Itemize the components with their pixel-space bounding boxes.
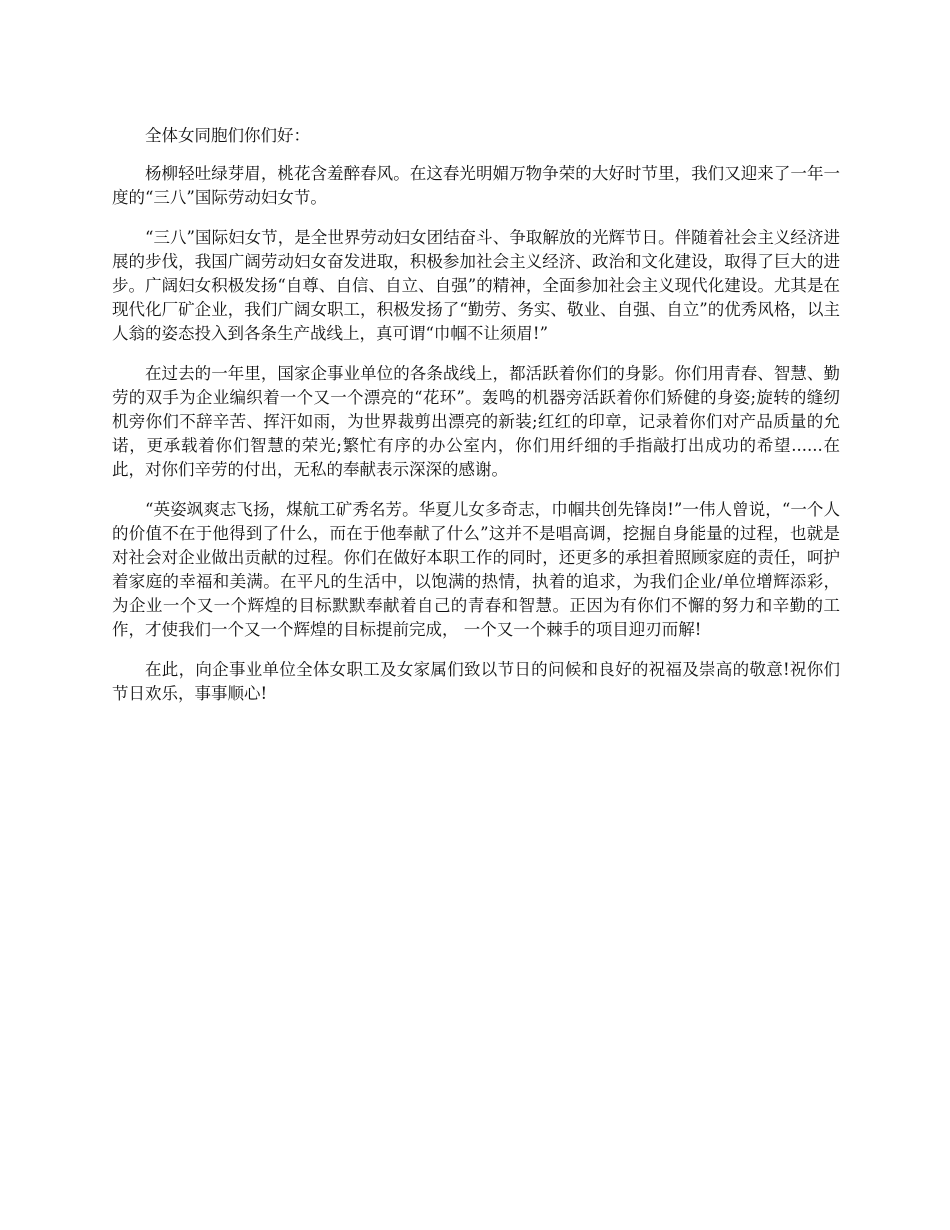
paragraph-festival-meaning: “三八”国际妇女节，是全世界劳动妇女团结奋斗、争取解放的光辉节日。伴随着社会主义经济进展的步伐，我国广阔劳动妇女奋发进取，积极参加社会主义经济、政治和文化建设，取得了巨大的进步。广阔妇女积极发扬“自尊、自信、自立、自强”的精神，全面参加社会主义现代化建设。尤其是在现代化厂矿企业，我们广阔女职工，积极发扬了“勤劳、务实、敬业、自强、自立”的优秀风格，以主人翁的姿态投入到各条生产战线上，真可谓“巾帼不让须眉!” [112,228,840,343]
paragraph-dedication: “英姿飒爽志飞扬，煤航工矿秀名芳。华夏儿女多奇志，巾帼共创先锋岗!”一伟人曾说，“一个人的价值不在于他得到了什么，而在于他奉献了什么”这并不是唱高调，挖掘自身能量的过程，也就是对社会对企业做出贡献的过程。你们在做好本职工作的同时，还更多的承担着照顾家庭的责任，呵护着家庭的幸福和美满。在平凡的生活中，以饱满的热情，执着的追求，为我们企业/单位增辉添彩，为企业一个又一个辉煌的目标默默奉献着自己的青春和智慧。正因为有你们不懈的努力和辛勤的工作，才使我们一个又一个辉煌的目标提前完成， 一个又一个棘手的项目迎刃而解! [112,500,840,639]
paragraph-closing-wishes: 在此，向企事业单位全体女职工及女家属们致以节日的问候和良好的祝福及崇高的敬意!祝你们节日欢乐，事事顺心! [112,660,840,703]
paragraph-past-year: 在过去的一年里，国家企事业单位的各条战线上，都活跃着你们的身影。你们用青春、智慧、勤劳的双手为企业编织着一个又一个漂亮的“花环”。轰鸣的机器旁活跃着你们矫健的身姿;旋转的缝纫机旁你们不辞辛苦、挥汗如雨，为世界裁剪出漂亮的新装;红红的印章，记录着你们对产品质量的允诺，更承载着你们智慧的荣光;繁忙有序的办公室内，你们用纤细的手指敲打出成功的希望......在此，对你们辛劳的付出，无私的奉献表示深深的感谢。 [112,364,840,479]
salutation: 全体女同胞们你们好： [145,126,310,145]
paragraph-spring-greeting: 杨柳轻吐绿芽眉，桃花含羞醉春风。在这春光明媚万物争荣的大好时节里，我们又迎来了一年一度的“三八”国际劳动妇女节。 [112,164,840,207]
document-body [112,124,840,722]
